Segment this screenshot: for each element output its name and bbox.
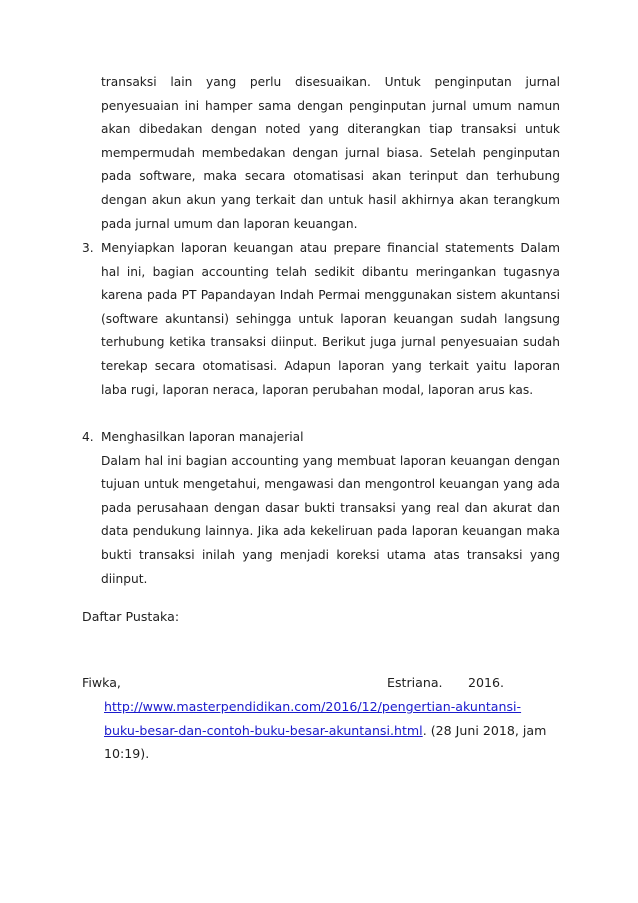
- continued-paragraph: transaksi lain yang perlu disesuaikan. Untuk penginputan jurnal penyesuaian ini hamper sama dengan penginputan jurnal umum namun akan dibedakan dengan noted yang diterangkan tiap transaksi untuk mempermudah membedakan dengan jurnal biasa. Setelah penginputan pada software, maka secara otomatisasi akan terinput dan terhubung dengan akun akun yang terkait dan untuk hasil akhirnya akan terangkum pada jurnal umum dan laporan keuangan.: [101, 75, 560, 231]
- reference-author: Fiwka,: [82, 675, 121, 690]
- reference-editor: Estriana.: [387, 675, 443, 690]
- reference-url-link[interactable]: http://www.masterpendidikan.com/2016/12/pengertian-akuntansi-buku-besar-dan-contoh-buku-besar-akuntansi.html: [104, 699, 522, 738]
- list-number: 4.: [82, 430, 94, 444]
- list-item-text: Dalam hal ini bagian accounting yang membuat laporan keuangan dengan tujuan untuk mengetahui, mengawasi dan mengontrol keuangan yang ada pada perusahaan dengan dasar bukti transaksi yang real dan akurat dan data pendukung lainnya. Jika ada kekeliruan pada laporan keuangan maka bukti transaksi inilah yang menjadi koreksi utama atas transaksi yang diinput.: [101, 453, 560, 586]
- references-heading: Daftar Pustaka:: [82, 609, 180, 624]
- reference-accessed-date: . (28 Juni 2018, jam 10:19).: [104, 722, 547, 762]
- list-item-heading: Menghasilkan laporan manajerial: [101, 430, 304, 444]
- reference-year: 2016.: [468, 675, 505, 690]
- reference-entry-header: [82, 671, 528, 695]
- reference-entry-body: [104, 695, 550, 766]
- list-number: 3.: [82, 241, 94, 255]
- list-item-text: Menyiapkan laporan keuangan atau prepare financial statements Dalam hal ini, bagian accounting telah sedikit dibantu meringankan tugasnya karena pada PT Papandayan Indah Permai menggunakan sistem akuntansi (software akuntansi) sehingga untuk laporan keuangan sudah langsung terhubung ketika transaksi diinput. Berikut juga jurnal penyesuaian sudah terekap secara otomatisasi. Adapun laporan yang terkait yaitu laporan laba rugi, laporan neraca, laporan perubahan modal, laporan arus kas.: [101, 241, 560, 397]
